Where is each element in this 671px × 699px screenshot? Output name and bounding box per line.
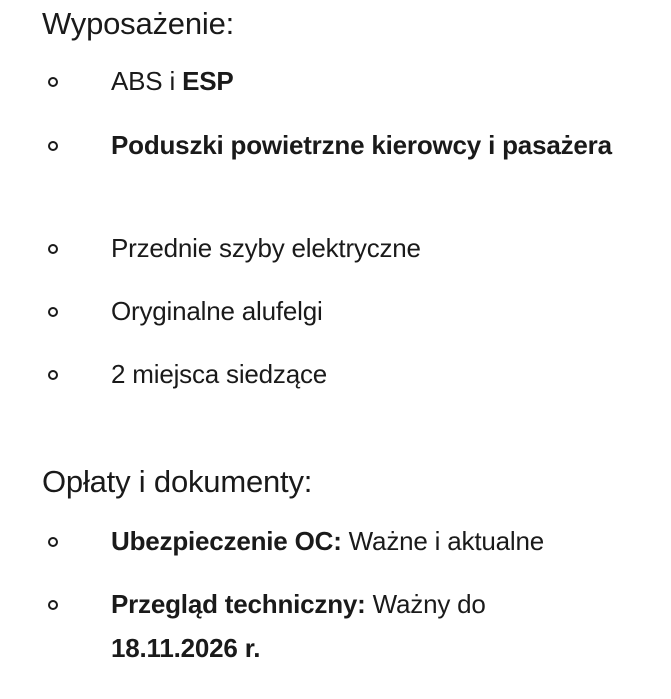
circle-bullet-icon [48,370,58,380]
circle-bullet-icon [48,600,58,610]
list-item-text: Ubezpieczenie OC: Ważne i aktualne [111,526,544,556]
equipment-heading: Wyposażenie: [42,6,235,41]
list-item-text: ABS i ESP [111,66,234,96]
list-item-text: 2 miejsca siedzące [111,359,328,389]
list-item-text: Oryginalne alufelgi [111,296,323,326]
list-item-text: Przegląd techniczny: Ważny do 18.11.2026 r. [111,589,486,663]
list-item-text: Poduszki powietrzne kierowcy i pasażera [111,130,612,160]
fees-heading: Opłaty i dokumenty: [42,464,313,499]
circle-bullet-icon [48,77,58,87]
circle-bullet-icon [48,244,58,254]
circle-bullet-icon [48,141,58,151]
circle-bullet-icon [48,307,58,317]
list-item-text: Przednie szyby elektryczne [111,233,421,263]
circle-bullet-icon [48,537,58,547]
